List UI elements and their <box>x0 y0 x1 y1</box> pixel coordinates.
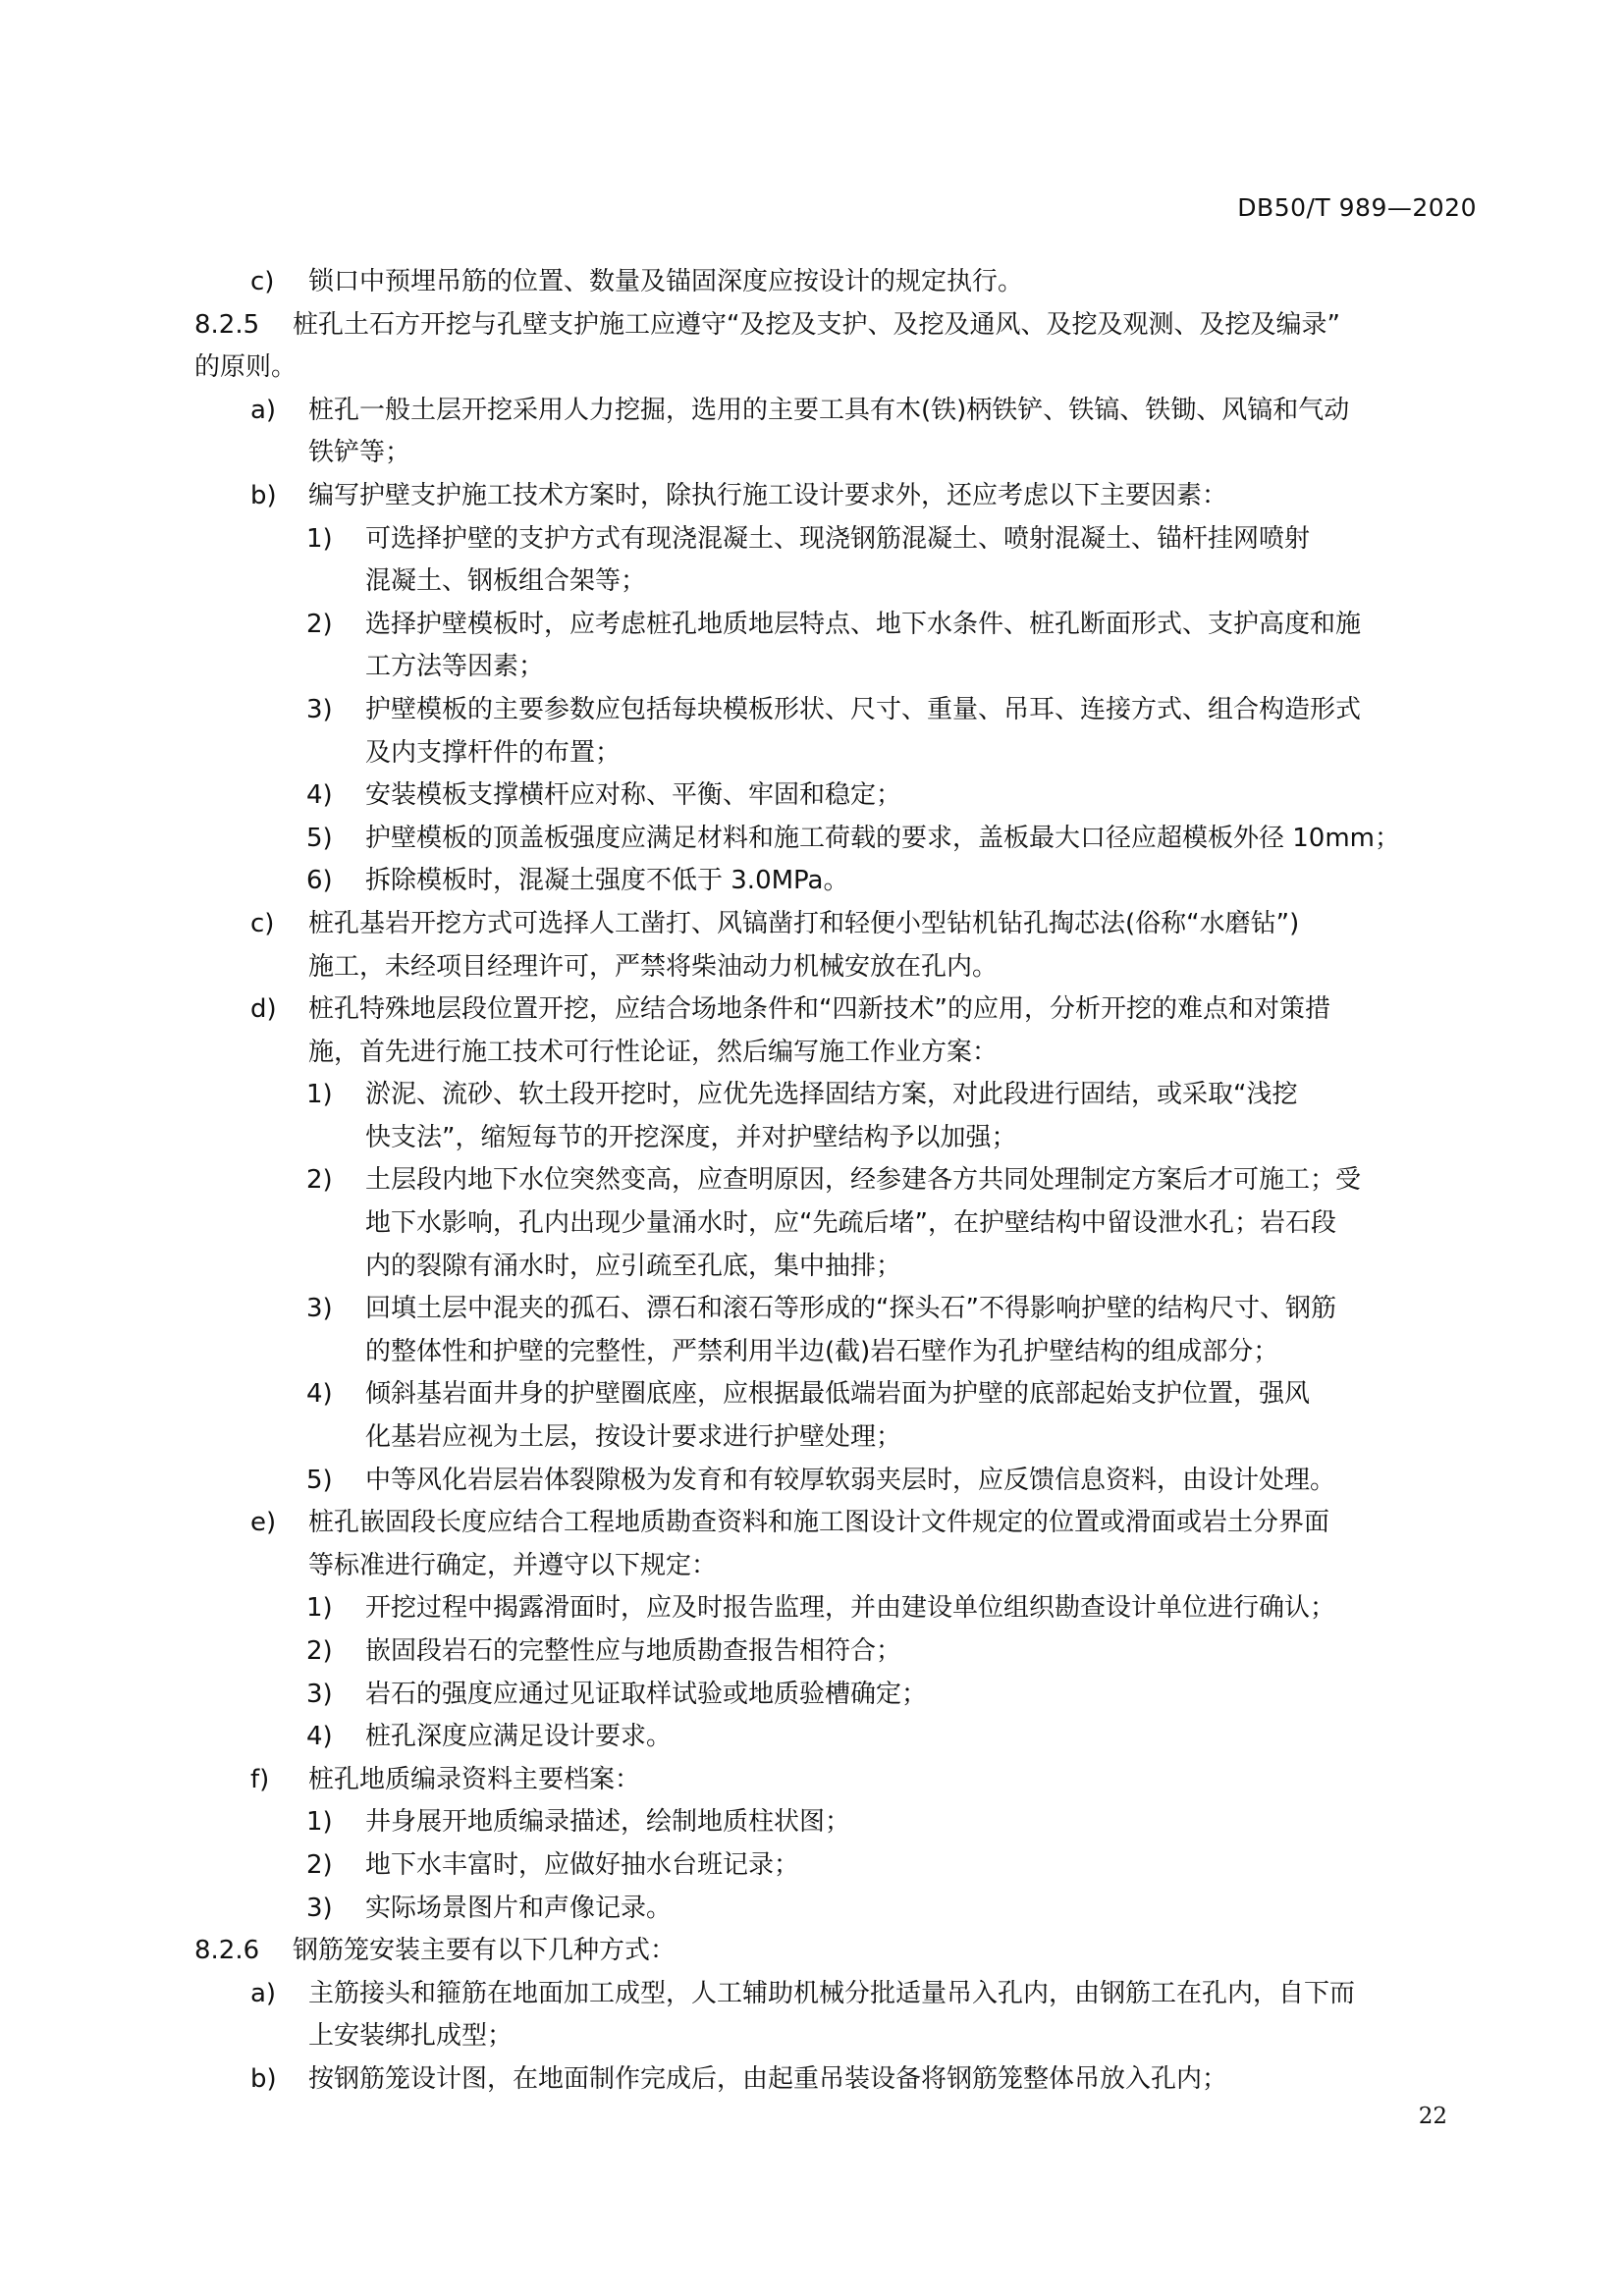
text-line <box>0 689 1624 732</box>
text-line <box>0 1674 1624 1717</box>
list-marker: 5) <box>306 823 333 853</box>
text-line <box>0 1416 1624 1460</box>
line-text: 锁口中预埋吊筋的位置、数量及锚固深度应按设计的规定执行。 <box>308 267 1024 296</box>
list-marker: 3) <box>306 1294 333 1324</box>
line-text: 护壁模板的主要参数应包括每块模板形状、尺寸、重量、吊耳、连接方式、组合构造形式 <box>365 694 1362 724</box>
list-marker: 1) <box>306 1807 333 1838</box>
line-text: 施，首先进行施工技术可行性论证，然后编写施工作业方案： <box>308 1037 999 1067</box>
text-line <box>0 1032 1624 1075</box>
list-marker: 5) <box>306 1465 333 1495</box>
line-text: 铁铲等； <box>308 438 411 468</box>
text-line <box>0 1159 1624 1202</box>
list-marker: 3) <box>306 694 333 724</box>
text-line <box>0 304 1624 347</box>
list-marker: 2) <box>306 609 333 639</box>
line-text: 拆除模板时，混凝土强度不低于 3.0MPa。 <box>365 866 849 896</box>
text-line <box>0 1331 1624 1374</box>
line-text: 施工，未经项目经理许可，严禁将柴油动力机械安放在孔内。 <box>308 951 999 982</box>
line-text: 淤泥、流砂、软土段开挖时，应优先选择固结方案，对此段进行固结，或采取“浅挖 <box>365 1080 1298 1110</box>
list-marker: e) <box>250 1508 277 1538</box>
line-text: 可选择护壁的支护方式有现浇混凝土、现浇钢筋混凝土、喷射混凝土、锚杆挂网喷射 <box>365 523 1311 554</box>
line-text: 安装模板支撑横杆应对称、平衡、牢固和稳定； <box>365 780 902 811</box>
text-line <box>0 475 1624 518</box>
line-text: 倾斜基岩面井身的护壁圈底座，应根据最低端岩面为护壁的底部起始支护位置，强风 <box>365 1379 1311 1410</box>
list-marker: 4) <box>306 780 333 811</box>
line-text: 混凝土、钢板组合架等； <box>365 566 647 597</box>
text-line <box>0 1716 1624 1759</box>
text-line <box>0 1973 1624 2016</box>
line-text: 地下水丰富时，应做好抽水台班记录； <box>365 1849 800 1880</box>
text-line <box>0 774 1624 818</box>
line-text: 桩孔地质编录资料主要档案： <box>308 1764 641 1794</box>
line-text: 及内支撑杆件的布置； <box>365 737 622 768</box>
list-marker: f) <box>250 1764 270 1794</box>
list-marker: 2) <box>306 1849 333 1880</box>
text-line <box>0 432 1624 475</box>
text-line <box>0 2015 1624 2058</box>
line-text: 桩孔土石方开挖与孔壁支护施工应遵守“及挖及支护、及挖及通风、及挖及观测、及挖及编录” <box>293 309 1340 340</box>
text-line <box>0 1502 1624 1545</box>
text-line <box>0 1460 1624 1503</box>
text-line <box>0 1930 1624 1973</box>
text-line <box>0 1630 1624 1674</box>
list-marker: 1) <box>306 523 333 554</box>
text-line <box>0 1246 1624 1289</box>
text-line <box>0 604 1624 647</box>
list-marker: 6) <box>306 866 333 896</box>
line-text: 桩孔深度应满足设计要求。 <box>365 1722 673 1752</box>
page-number: 22 <box>1418 2104 1447 2129</box>
text-line <box>0 561 1624 604</box>
line-text: 上安装绑扎成型； <box>308 2021 514 2052</box>
text-line <box>0 903 1624 946</box>
line-text: 化基岩应视为土层，按设计要求进行护壁处理； <box>365 1422 902 1453</box>
list-marker: 4) <box>306 1379 333 1410</box>
list-marker: 1) <box>306 1593 333 1624</box>
text-line <box>0 988 1624 1032</box>
text-line <box>0 732 1624 775</box>
list-marker: a) <box>250 1978 277 2008</box>
line-text: 实际场景图片和声像记录。 <box>365 1893 673 1923</box>
text-line <box>0 1801 1624 1844</box>
text-line <box>0 1117 1624 1160</box>
line-text: 按钢筋笼设计图，在地面制作完成后，由起重吊装设备将钢筋笼整体吊放入孔内； <box>308 2063 1228 2094</box>
line-text: 桩孔嵌固段长度应结合工程地质勘查资料和施工图设计文件规定的位置或滑面或岩土分界面 <box>308 1508 1330 1538</box>
line-text: 土层段内地下水位突然变高，应查明原因，经参建各方共同处理制定方案后才可施工；受 <box>365 1165 1362 1196</box>
line-text: 工方法等因素； <box>365 652 545 682</box>
line-text: 井身展开地质编录描述，绘制地质柱状图； <box>365 1807 851 1838</box>
line-text: 回填土层中混夹的孤石、漂石和滚石等形成的“探头石”不得影响护壁的结构尺寸、钢筋 <box>365 1294 1336 1324</box>
text-line <box>0 1587 1624 1630</box>
text-line <box>0 1288 1624 1331</box>
text-line <box>0 646 1624 689</box>
list-marker: 2) <box>306 1165 333 1196</box>
text-line <box>0 860 1624 903</box>
text-line <box>0 261 1624 304</box>
line-text: 桩孔基岩开挖方式可选择人工凿打、风镐凿打和轻便小型钻机钻孔掏芯法(俗称“水磨钻”) <box>308 908 1300 938</box>
text-line <box>0 2058 1624 2102</box>
document-body <box>0 261 1624 2102</box>
line-text: 嵌固段岩石的完整性应与地质勘查报告相符合； <box>365 1636 902 1666</box>
line-text: 地下水影响，孔内出现少量涌水时，应“先疏后堵”，在护壁结构中留设泄水孔；岩石段 <box>365 1208 1336 1239</box>
list-marker: 8.2.5 <box>194 309 260 340</box>
line-text: 等标准进行确定，并遵守以下规定： <box>308 1550 718 1580</box>
text-line <box>0 1888 1624 1931</box>
line-text: 护壁模板的顶盖板强度应满足材料和施工荷载的要求，盖板最大口径应超模板外径 10mm； <box>365 823 1401 853</box>
text-line <box>0 1202 1624 1246</box>
line-text: 内的裂隙有涌水时，应引疏至孔底，集中抽排； <box>365 1251 902 1281</box>
list-marker: 1) <box>306 1080 333 1110</box>
list-marker: d) <box>250 994 277 1025</box>
list-marker: c) <box>250 267 275 296</box>
list-marker: 2) <box>306 1636 333 1666</box>
line-text: 主筋接头和箍筋在地面加工成型，人工辅助机械分批适量吊入孔内，由钢筋工在孔内，自下而 <box>308 1978 1356 2008</box>
list-marker: 3) <box>306 1893 333 1923</box>
text-line <box>0 1545 1624 1588</box>
line-text: 桩孔特殊地层段位置开挖，应结合场地条件和“四新技术”的应用，分析开挖的难点和对策措 <box>308 994 1330 1025</box>
text-line <box>0 518 1624 561</box>
text-line <box>0 818 1624 861</box>
text-line <box>0 1844 1624 1888</box>
line-text: 选择护壁模板时，应考虑桩孔地质地层特点、地下水条件、桩孔断面形式、支护高度和施 <box>365 609 1362 639</box>
line-text: 快支法”，缩短每节的开挖深度，并对护壁结构予以加强； <box>365 1122 1017 1152</box>
list-marker: b) <box>250 2063 277 2094</box>
text-line <box>0 390 1624 433</box>
line-text: 开挖过程中揭露滑面时，应及时报告监理，并由建设单位组织勘查设计单位进行确认； <box>365 1593 1336 1624</box>
text-line <box>0 347 1624 390</box>
line-text: 钢筋笼安装主要有以下几种方式： <box>293 1936 677 1966</box>
line-text: 的整体性和护壁的完整性，严禁利用半边(截)岩石壁作为孔护壁结构的组成部分； <box>365 1336 1279 1366</box>
line-text: 编写护壁支护施工技术方案时，除执行施工设计要求外，还应考虑以下主要因素： <box>308 480 1228 510</box>
line-text: 中等风化岩层岩体裂隙极为发育和有较厚软弱夹层时，应反馈信息资料，由设计处理。 <box>365 1465 1336 1495</box>
line-text: 桩孔一般土层开挖采用人力挖掘，选用的主要工具有木(铁)柄铁铲、铁镐、铁锄、风镐和气动 <box>308 395 1350 425</box>
text-line <box>0 1759 1624 1802</box>
list-marker: c) <box>250 908 275 938</box>
text-line <box>0 946 1624 989</box>
list-marker: b) <box>250 480 277 510</box>
list-marker: a) <box>250 395 277 425</box>
list-marker: 3) <box>306 1679 333 1709</box>
list-marker: 4) <box>306 1722 333 1752</box>
document-code-header: DB50/T 989—2020 <box>1237 193 1477 222</box>
text-line <box>0 1074 1624 1117</box>
line-text: 岩石的强度应通过见证取样试验或地质验槽确定； <box>365 1679 928 1709</box>
list-marker: 8.2.6 <box>194 1936 260 1966</box>
text-line <box>0 1373 1624 1416</box>
line-text: 的原则。 <box>194 352 298 383</box>
